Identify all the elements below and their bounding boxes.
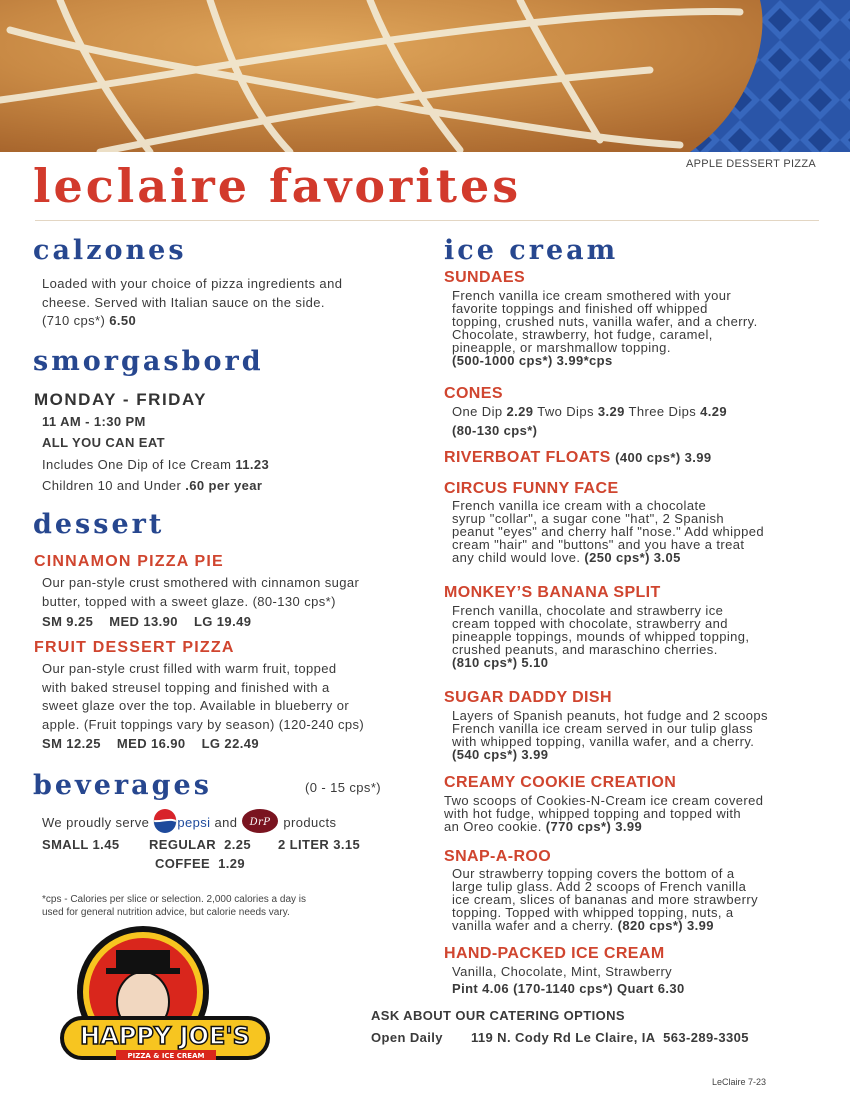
line-text: topping, crushed nuts, vanilla wafer, and a cherry.	[452, 314, 758, 329]
text-line	[452, 403, 727, 422]
line-text: cream topped with chocolate, strawberry and	[452, 616, 728, 631]
price-text: 2.29	[506, 404, 534, 419]
text-line	[42, 906, 306, 919]
price-2-liter: 2 LITER 3.15	[278, 837, 361, 852]
line-text: French vanilla ice cream served in our tulip glass	[452, 721, 754, 736]
text-line	[42, 660, 364, 679]
item-description	[444, 794, 763, 833]
line-text: used for general nutrition advice, but calorie needs vary.	[42, 907, 290, 918]
line-text: One Dip	[452, 404, 507, 419]
line-text: syrup "collar", a sugar cone "hat", 2 Spanish	[452, 511, 725, 526]
line-text: Vanilla, Chocolate, Mint, Strawberry	[452, 964, 673, 979]
text-line	[42, 475, 269, 496]
line-text: Our pan-style crust filled with warm fruit, topped	[42, 661, 337, 676]
line-text: any child would love.	[452, 550, 585, 565]
item-description	[452, 867, 758, 932]
price-text: (540 cps*) 3.99	[452, 747, 549, 762]
text-line	[42, 454, 269, 475]
page-title: leclaire favorites	[33, 159, 522, 213]
text-line	[452, 551, 764, 564]
item-name: SUNDAES	[444, 269, 526, 286]
item-description	[452, 963, 685, 997]
line-text: Two Dips	[533, 404, 598, 419]
line-text: an Oreo cookie.	[444, 819, 546, 834]
text-line	[42, 697, 364, 716]
text-line	[42, 312, 342, 331]
text-line	[452, 980, 685, 997]
price-text: 4.29	[700, 404, 728, 419]
item-description	[42, 574, 359, 611]
text-line	[42, 679, 364, 698]
price-text: (770 cps*) 3.99	[545, 819, 643, 834]
line-text: ice cream, slices of bananas and more strawberry	[452, 892, 759, 907]
item-name: HAND-PACKED ICE CREAM	[444, 945, 665, 962]
price-text: (80-130 cps*)	[452, 422, 538, 438]
line-text: with hot fudge, whipped topping and topped with	[444, 806, 742, 821]
line-text: Layers of Spanish peanuts, hot fudge and 2 scoops	[452, 708, 768, 723]
line-text: Children 10 and Under	[42, 478, 186, 493]
price-text: (250 cps*) 3.05	[584, 550, 681, 565]
price-text: (500-1000 cps*) 3.99*cps	[452, 353, 613, 368]
smorgasbord-days: MONDAY - FRIDAY	[34, 390, 208, 409]
dr-pepper-logo-icon	[241, 808, 279, 840]
price-coffee: COFFEE 1.29	[155, 856, 246, 871]
line-text: (710 cps*)	[42, 313, 110, 328]
line-text: apple. (Fruit toppings vary by season) (120-240 cps)	[42, 716, 365, 732]
text-line	[42, 275, 342, 294]
price-text: 6.50	[109, 313, 137, 328]
line-text: topping. Topped with whipped topping, nuts, a	[452, 905, 734, 920]
svg-text:DrP: DrP	[249, 817, 271, 828]
item-price: (400 cps*) 3.99	[615, 450, 712, 465]
item-name: CINNAMON PIZZA PIE	[34, 553, 224, 570]
text-line	[42, 593, 359, 612]
text-line	[452, 422, 727, 441]
section-heading-beverages: beverages	[33, 770, 212, 801]
divider	[35, 220, 819, 221]
price-small: SMALL 1.45	[42, 837, 120, 852]
line-text: Our pan-style crust smothered with cinnamon sugar	[42, 575, 360, 590]
catering-note: ASK ABOUT OUR CATERING OPTIONS	[371, 1008, 625, 1023]
price-text: .60 per year	[185, 478, 263, 493]
text-line	[42, 574, 359, 593]
item-riverboat-floats	[444, 448, 712, 468]
text-line	[444, 820, 763, 833]
pepsi-wordmark: pepsi	[177, 815, 211, 831]
price-text: 11.23	[235, 457, 270, 472]
smorgasbord-prices	[42, 454, 269, 496]
beverages-calories: (0 - 15 cps*)	[305, 780, 382, 795]
calorie-footnote	[42, 893, 306, 919]
price-text: 3.29	[597, 404, 625, 419]
item-name: MONKEY’S BANANA SPLIT	[444, 584, 661, 601]
svg-text:PIZZA & ICE CREAM: PIZZA & ICE CREAM	[127, 1052, 205, 1060]
item-name: CONES	[444, 385, 503, 402]
line-text: with baked streusel topping and finished with a	[42, 679, 330, 695]
line-text: pineapple toppings, mounds of whipped topping,	[452, 629, 750, 644]
item-name: FRUIT DESSERT PIZZA	[34, 639, 235, 656]
line-text: Includes One Dip of Ice Cream	[42, 457, 236, 472]
text-line	[452, 354, 758, 367]
line-text: Loaded with your choice of pizza ingredients and	[42, 276, 343, 291]
price-text: Pint 4.06 (170-1140 cps*) Quart 6.30	[452, 981, 685, 996]
serve-prefix: We proudly serve	[42, 815, 150, 831]
open-daily: Open Daily	[371, 1030, 443, 1045]
calzones-description	[42, 275, 342, 331]
smorgasbord-all-you-can-eat: ALL YOU CAN EAT	[42, 435, 166, 450]
text-line	[452, 748, 768, 761]
happy-joes-logo	[58, 922, 273, 1072]
item-description	[452, 604, 749, 669]
line-text: peanut "eyes" and cherry half "nose." Add whipped	[452, 524, 764, 539]
item-name: CIRCUS FUNNY FACE	[444, 480, 619, 497]
text-line	[42, 294, 342, 313]
beverages-brands	[42, 808, 336, 840]
item-description	[452, 709, 768, 761]
item-description	[452, 289, 758, 367]
address-phone: 119 N. Cody Rd Le Claire, IA 563-289-3305	[471, 1030, 749, 1045]
line-text: cream "hair" and "buttons" and you have a treat	[452, 537, 745, 552]
price-text: (820 cps*) 3.99	[617, 918, 714, 933]
pepsi-logo-icon	[153, 809, 177, 839]
item-prices: SM 12.25 MED 16.90 LG 22.49	[42, 736, 259, 751]
item-prices: SM 9.25 MED 13.90 LG 19.49	[42, 614, 252, 629]
item-name: RIVERBOAT FLOATS	[444, 449, 611, 466]
line-text: Three Dips	[624, 404, 701, 419]
price-regular: REGULAR 2.25	[149, 837, 252, 852]
section-heading-dessert: dessert	[33, 509, 165, 540]
item-description	[452, 499, 764, 564]
line-text: cheese. Served with Italian sauce on the side.	[42, 294, 325, 310]
text-line	[452, 919, 758, 932]
section-heading-smorgasbord: smorgasbord	[33, 346, 264, 377]
item-name: CREAMY COOKIE CREATION	[444, 774, 677, 791]
version-label: LeClaire 7-23	[712, 1077, 767, 1087]
item-name: SUGAR DADDY DISH	[444, 689, 612, 706]
line-text: favorite toppings and finished off whipped	[452, 301, 708, 316]
line-text: Our strawberry topping covers the bottom of a	[452, 866, 735, 881]
line-text: crushed peanuts, and maraschino cherries.	[452, 642, 718, 657]
item-description	[42, 660, 364, 734]
serve-suffix: products	[283, 815, 337, 831]
line-text: Chocolate, strawberry, hot fudge, caramel,	[452, 327, 713, 342]
section-heading-calzones: calzones	[33, 235, 187, 266]
text-line	[42, 716, 364, 735]
photo-caption: APPLE DESSERT PIZZA	[685, 158, 816, 170]
line-text: *cps - Calories per slice or selection. 2,000 calories a day is	[42, 894, 307, 905]
text-line	[452, 963, 685, 980]
line-text: pineapple, or marshmallow topping.	[452, 340, 671, 355]
section-heading-ice-cream: ice cream	[444, 235, 619, 266]
line-text: vanilla wafer and a cherry.	[452, 918, 618, 933]
line-text: French vanilla ice cream with a chocolate	[452, 498, 707, 513]
line-text: sweet glaze over the top. Available in blueberry or	[42, 698, 350, 713]
serve-and: and	[214, 815, 238, 831]
line-text: French vanilla, chocolate and strawberry ice	[452, 603, 724, 618]
hero-photo-apple-dessert-pizza	[0, 0, 850, 152]
text-line	[452, 656, 749, 669]
item-name: SNAP-A-ROO	[444, 848, 552, 865]
text-line	[42, 893, 306, 906]
line-text: French vanilla ice cream smothered with your	[452, 288, 732, 303]
line-text: large tulip glass. Add 2 scoops of French vanilla	[452, 879, 747, 894]
smorgasbord-hours: 11 AM - 1:30 PM	[42, 414, 146, 429]
logo-wordmark: HAPPY JOE'S	[80, 1022, 250, 1050]
item-description	[452, 403, 727, 440]
line-text: Two scoops of Cookies-N-Cream ice cream covered	[444, 793, 764, 808]
line-text: butter, topped with a sweet glaze. (80-130 cps*)	[42, 593, 336, 609]
price-text: (810 cps*) 5.10	[452, 655, 549, 670]
line-text: with whipped topping, vanilla wafer, and a cherry.	[452, 734, 755, 749]
